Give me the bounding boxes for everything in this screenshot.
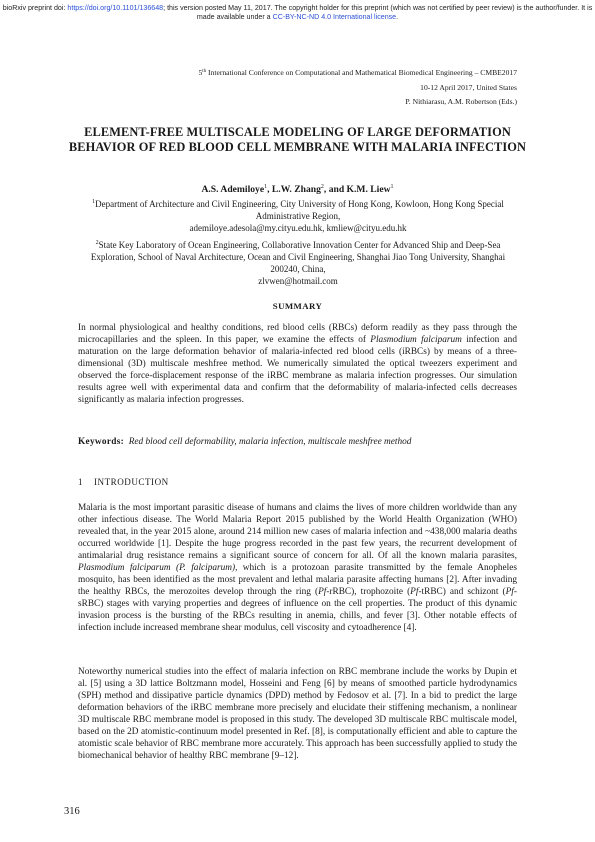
affiliation-1-text: Department of Architecture and Civil Engineering, City University of Hong Kong, Kowloon, Hong Kong Special Administrative Region,	[95, 199, 504, 221]
section-number: 1	[78, 477, 84, 487]
preprint-prefix: bioRxiv preprint doi:	[2, 4, 68, 12]
author-3-affil: 1	[390, 184, 394, 190]
keywords	[78, 436, 517, 448]
paper-title: ELEMENT-FREE MULTISCALE MODELING OF LARGE DEFORMATION BEHAVIOR OF RED BLOOD CELL MEMBRANE WITH MALARIA INFECTION	[68, 125, 527, 154]
intro-p1-italic-pf-1: Pf	[318, 587, 327, 597]
affiliation-1-email[interactable]: ademiloye.adesola@my.cityu.edu.hk, kmliew@cityu.edu.hk	[189, 223, 407, 233]
intro-p1-text-c: -rRBC), trophozoite (	[326, 587, 411, 597]
keywords-text: Red blood cell deformability, malaria infection, multiscale meshfree method	[128, 437, 412, 447]
author-2: , L.W. Zhang	[267, 184, 321, 195]
conference-name	[57, 66, 517, 81]
intro-p1-text-e: -sRBC) stages with varying properties and degrees of influence on the cell properties. The product of this dynamic invasion process is the bursting of the RBCs resulting in anemia, chills, and fever [3]. Other notable effects of infection include increased membrane shear modulus, cell viscosity and cytoadherence [4].	[78, 587, 517, 633]
author-3: , and K.M. Liew	[323, 184, 391, 195]
author-2-affil: 2	[320, 184, 324, 190]
affiliation-2	[82, 239, 514, 287]
conference-dates: 10-12 April 2017, United States	[420, 82, 517, 92]
page-number: 316	[64, 806, 80, 817]
preprint-middle: ; this version posted May 11, 2017. The copyright holder for this preprint (which was not certified by peer review) is the author/funder. It is made available under a	[163, 4, 593, 21]
doi-link[interactable]: https://doi.org/10.1101/136648	[67, 4, 164, 12]
section-heading-introduction	[78, 477, 169, 487]
intro-p1-text-b: , which is a protozoan parasite transmitted by the female Anopheles mosquito, has been identified as the most prevalent and lethal malaria parasite affecting humans [2]. After invading the healthy RBCs, the merozoites develop through the ring (	[78, 563, 517, 597]
conference-title: International Conference on Computational and Mathematical Biomedical Engineering – CMBE2017	[206, 68, 517, 77]
intro-p1-italic-species: Plasmodium falciparum (P. falciparum)	[78, 563, 236, 573]
conference-editors: P. Nithiarasu, A.M. Robertson (Eds.)	[405, 97, 517, 107]
affiliation-1-marker: 1	[92, 199, 96, 205]
affiliation-2-marker: 2	[95, 240, 99, 246]
summary-heading: SUMMARY	[272, 301, 323, 311]
intro-p1-italic-pf-3: Pf	[505, 587, 514, 597]
intro-p1-text-a: Malaria is the most important parasitic disease of humans and claims the lives of more children worldwide than any other infectious disease. The World Malaria Report 2015 published by the World Health Organization (WHO) revealed that, in the year 2015 alone, around 214 million new cases of malaria infection and ~438,000 malaria deaths occurred worldwide [1]. Despite the huge progress recorded in the past few years, the recurrent development of antimalarial drug resistance remains a significant source of concern for all. Of all the known malaria parasites,	[78, 503, 517, 561]
author-1-affil: 1	[264, 184, 268, 190]
summary-text-2: infection and maturation on the large deformation behavior of malaria-infected red blood cells (iRBCs) by means of a three-dimensional (3D) multiscale meshfree method. We numerically simulated the optical tweezers experiment and observed the force-displacement response of the iRBC membrane as malaria infection progresses. Our simulation results agree well with experimental data and confirm that the deformability of malaria-infected cells decreases significantly as malaria infection progresses.	[78, 335, 517, 405]
affiliation-2-email[interactable]: zlvwen@hotmail.com	[258, 276, 338, 286]
preprint-suffix: .	[396, 13, 399, 21]
license-link[interactable]: CC-BY-NC-ND 4.0 International license	[272, 13, 397, 21]
conference-info	[57, 66, 517, 110]
conference-ordinal-sup: th	[202, 69, 207, 74]
author-1: A.S. Ademiloye	[201, 184, 265, 195]
summary-italic-species: Plasmodium falciparum	[370, 335, 462, 345]
conference-ordinal: 5	[198, 68, 203, 77]
intro-p1-text-d: -tRBC) and schizont (	[418, 587, 506, 597]
section-title: INTRODUCTION	[94, 477, 169, 487]
intro-paragraph-2: Noteworthy numerical studies into the effect of malaria infection on RBC membrane include the works by Dupin et al. [5] using a 3D lattice Boltzmann model, Hosseini and Feng [6] by means of smoothed particle hydrodynamics (SPH) method and dissipative particle dynamics (DPD) method by Fedosov et al. [7]. In a bid to predict the large deformation behaviors of the iRBC membrane more precisely and elucidate their stiffening mechanism, a nonlinear 3D multiscale RBC membrane model is proposed in this study. The developed 3D multiscale RBC multiscale model, based on the 2D atomistic-continuum model presented in Ref. [8], is computationally efficient and able to capture the atomistic scale behavior of RBC membrane more accurately. This approach has been successfully applied to study the biomechanical behavior of healthy RBC membrane [9–12].	[78, 667, 517, 761]
preprint-notice	[0, 4, 595, 22]
summary-text-1: In normal physiological and healthy conditions, red blood cells (RBCs) deform readily as they pass through the microcapillaries and the spleen. In this paper, we examine the effects of	[78, 323, 517, 345]
keywords-label: Keywords:	[78, 437, 125, 447]
author-list	[60, 184, 535, 196]
affiliation-1	[82, 198, 514, 234]
intro-p1-italic-pf-2: Pf	[410, 587, 419, 597]
affiliation-2-text: State Key Laboratory of Ocean Engineering, Collaborative Innovation Center for Advanced Ship and Deep-Sea Exploration, School of Naval Architecture, Ocean and Civil Engineering, Shanghai Jiao Tong University, Shanghai 200240, China,	[90, 240, 506, 274]
intro-paragraph-1	[78, 502, 517, 634]
summary-paragraph	[78, 322, 517, 406]
